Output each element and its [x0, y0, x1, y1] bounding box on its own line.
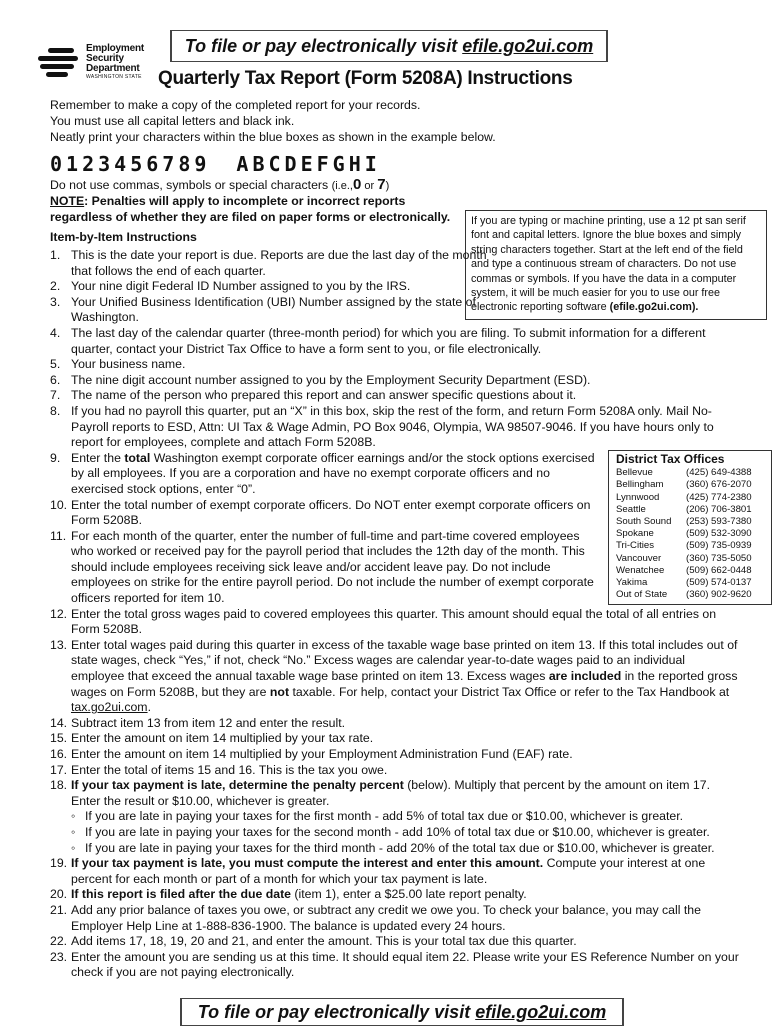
item-9-text-c: Washington exempt corporate officer earnings and/or the stock options exercised by all employees. If you are a corporation and have no exempt corporate officers and no exercised stock options, enter “0”.	[71, 450, 595, 496]
list-item: 7. The name of the person who prepared this report and can answer specific questions about it.	[50, 388, 577, 403]
note-line-2: regardless of whether they are filed on paper forms or electronically.	[50, 210, 451, 224]
item-12-text: Enter the total gross wages paid to covered employees this quarter. This amount should equal the total of all entries on Form 5208B.	[71, 606, 717, 637]
penalty-bullet: ◦ If you are late in paying your taxes for the second month - add 10% of total tax due or $10.00, whichever is greater.	[71, 825, 740, 841]
office-phone: (509) 574-0137	[686, 577, 752, 589]
item-13-text-g: .	[147, 700, 151, 715]
list-item: 6. The nine digit account number assigned to you by the Employment Security Department (ESD).	[50, 372, 591, 387]
item-20-text-b: (item 1), enter a $25.00 late report penalty.	[291, 887, 527, 902]
efile-banner-top-text: To file or pay electronically visit	[184, 36, 463, 56]
list-item: 3. Your Unified Business Identification (UBI) Number assigned by the state of Washington.	[50, 294, 476, 325]
item-2-text: Your nine digit Federal ID Number assigned to you by the IRS.	[71, 279, 411, 294]
list-item: 22. Add items 17, 18, 19, 20 and 21, and enter the amount. This is your total tax due this quarter.	[50, 934, 577, 949]
intro-line-1: Remember to make a copy of the completed report for your records.	[50, 98, 421, 112]
item-8-text: If you had no payroll this quarter, put an “X” in this box, skip the rest of the form, and return Form 5208A only. Mail No-Payroll reports to ESD, Attn: UI Tax & Wage Admin, PO Box 9046, Olympia, WA 98507-9046. If you have hours only to report for employees, complete and attach Form 5208B.	[71, 403, 714, 450]
office-phone: (509) 662-0448	[686, 564, 752, 576]
list-item: 17. Enter the total of items 15 and 16. This is the tax you owe.	[50, 762, 388, 777]
logo-line-4: WASHINGTON STATE	[86, 74, 142, 80]
efile-banner-bottom	[180, 998, 624, 1026]
esd-logo-text	[86, 44, 144, 81]
list-item: 19. If your tax payment is late, you must compute the interest and enter this amount. Compute your interest at one percent for each month or part of a month for which your tax payment is late.	[50, 856, 706, 886]
list-item: 5. Your business name.	[50, 357, 186, 372]
logo-line-3: Department	[86, 63, 140, 74]
item-22-text: Add items 17, 18, 19, 20 and 21, and enter the amount. This is your total tax due this quarter.	[71, 934, 577, 949]
office-phone: (425) 649-4388	[686, 467, 752, 479]
item-23-text: Enter the amount you are sending us at this time. It should equal item 22. Please write your ES Reference Number on your check if you are not paying electronically.	[71, 949, 739, 980]
typing-instructions-text: If you are typing or machine printing, use a 12 pt san serif font and capital letters. Ignore the blue boxes and simply string characters together. Start at the left end of the field and type a continuous stream of characters. Do not use commas or symbols. If you have the data in a computer system, it will be much easier for you to use our free electronic reporting software	[471, 215, 746, 314]
item-18-text-a: If your tax payment is late, determine the penalty percent	[71, 778, 404, 793]
penalty-bullets	[71, 809, 740, 856]
item-13-text-c: in the reported gross wages on Form 5208B, but they are	[71, 669, 738, 699]
no-commas-line	[50, 177, 389, 194]
list-item: 2. Your nine digit Federal ID Number assigned to you by the IRS.	[50, 279, 411, 294]
office-phone: (509) 532-3090	[686, 528, 752, 540]
page-title: Quarterly Tax Report (Form 5208A) Instructions	[158, 68, 573, 89]
item-18-text-b: (below). Multiply that percent by the amount on item 17. Enter the result or $10.00, whichever is greater.	[71, 778, 711, 808]
penalty-bullet: ◦ If you are late in paying your taxes for the third month - add 20% of the total tax due or $10.00, whichever is greater.	[71, 841, 740, 857]
esd-logo	[38, 44, 153, 92]
intro-line-2: You must use all capital letters and black ink.	[50, 114, 295, 128]
list-item: 8. If you had no payroll this quarter, put an “X” in this box, skip the rest of the form, and return Form 5208A only. Mail No-Payroll reports to ESD, Attn: UI Tax & Wage Admin, PO Box 9046, Olympia, WA 98507-9046. If you have hours only to report for employees, complete and attach Form 5208B.	[50, 403, 714, 450]
logo-line-1: Employment	[86, 43, 145, 54]
office-city: Vancouver	[616, 552, 662, 564]
item-3-text: Your Unified Business Identification (UBI) Number assigned by the state of Washington.	[71, 294, 476, 325]
list-item: 16. Enter the amount on item 14 multiplied by your Employment Administration Fund (EAF) rate.	[50, 747, 573, 761]
item-21-text: Add any prior balance of taxes you owe, or subtract any credit we owe you. To check your balance, you may call the Employer Help Line at 1-888-836-1900. The balance is updated every 24 hours.	[71, 902, 701, 933]
office-phone: (509) 735-0939	[686, 540, 752, 552]
list-item: 4. The last day of the calendar quarter (three-month period) for which you are filing. To submit information for a different quarter, contact your District Tax Office to have a form sent to you, or file electronically.	[50, 325, 706, 356]
list-item: 18. If your tax payment is late, determine the penalty percent (below). Multiply that percent by the amount on item 17. Enter the result or $10.00, whichever is greater. ◦ If you are late in paying your taxes for the first month - add 5% of total tax due or $10.00, whichever is greater. ◦ If you are late in paying your taxes for the second month - add 10% of total tax due or $10.00, whichever is greater. ◦ If you are late in paying your taxes for the third month - add 20% of the total tax due or $10.00, whichever is greater.	[50, 778, 740, 856]
item-13-text-e: taxable. For help, contact your District Tax Office or refer to the Tax Handbook at	[289, 684, 730, 699]
office-city: Bellingham	[616, 479, 664, 491]
item-20-text-a: If this report is filed after the due date	[71, 887, 292, 902]
office-phone: (360) 676-2070	[686, 479, 752, 491]
office-phone: (360) 735-5050	[686, 552, 752, 564]
tax-handbook-link[interactable]: tax.go2ui.com	[71, 700, 148, 715]
office-city: Wenatchee	[616, 564, 665, 576]
example-or: or	[364, 180, 375, 192]
office-phone: (253) 593-7380	[686, 516, 752, 528]
item-1-text: This is the date your report is due. Reports are due the last day of the month that follows the end of each quarter.	[71, 248, 487, 278]
instruction-list	[50, 248, 740, 981]
list-item: 23. Enter the amount you are sending us at this time. It should equal item 22. Please write your ES Reference Number on your check if you are not paying electronically.	[50, 949, 739, 980]
office-city: South Sound	[616, 516, 672, 528]
item-4-text: The last day of the calendar quarter (three-month period) for which you are filing. To submit information for a different quarter, contact your District Tax Office to have a form sent to you, or file electronically.	[71, 325, 706, 356]
sample-digits: 0123456789	[50, 152, 211, 176]
district-offices-title: District Tax Offices	[616, 452, 725, 466]
office-phone: (425) 774-2380	[686, 491, 752, 503]
office-city: Spokane	[616, 528, 654, 540]
item-13-text-b: are included	[548, 669, 622, 684]
esd-logo-mark-icon	[38, 48, 78, 80]
item-5-text: Your business name.	[71, 357, 186, 372]
example-a: 0	[352, 176, 362, 193]
note-line	[50, 193, 405, 209]
note-label: NOTE	[50, 194, 85, 208]
list-item: 21. Add any prior balance of taxes you owe, or subtract any credit we owe you. To check your balance, you may call the Employer Help Line at 1-888-836-1900. The balance is updated every 24 hours.	[50, 902, 701, 933]
example-open: (i.e.,	[331, 180, 353, 192]
item-9-text-b: total	[124, 450, 151, 465]
office-city: Bellevue	[616, 467, 653, 479]
item-14-text: Subtract item 13 from item 12 and enter the result.	[71, 715, 346, 730]
example-b: 7	[377, 176, 386, 193]
penalty-bullet: ◦ If you are late in paying your taxes for the first month - add 5% of total tax due or $10.00, whichever is greater.	[71, 809, 740, 825]
no-commas-text: Do not use commas, symbols or special characters	[50, 178, 329, 192]
list-item: 10. Enter the total number of exempt corporate officers. Do NOT enter exempt corporate officers on Form 5208B.	[50, 497, 591, 528]
sample-letters: ABCDEFGHI	[236, 152, 381, 176]
intro-line-3: Neatly print your characters within the blue boxes as shown in the example below.	[50, 130, 496, 144]
list-item: 15. Enter the amount on item 14 multiplied by your tax rate.	[50, 731, 374, 746]
efile-reference: (efile.go2ui.com).	[609, 301, 699, 314]
office-city: Yakima	[616, 577, 648, 589]
item-16-text: Enter the amount on item 14 multiplied by your Employment Administration Fund (EAF) rate.	[71, 747, 573, 761]
item-15-text: Enter the amount on item 14 multiplied by your tax rate.	[71, 731, 374, 746]
list-item: 12. Enter the total gross wages paid to covered employees this quarter. This amount should equal the total of all entries on Form 5208B.	[50, 606, 717, 637]
item-6-text: The nine digit account number assigned to you by the Employment Security Department (ESD).	[71, 372, 591, 387]
section-heading: Item-by-Item Instructions	[50, 230, 197, 244]
list-item: 11. For each month of the quarter, enter the number of full-time and part-time covered employees who worked or received pay for the payroll period that includes the 12th day of the month. This should include employees receiving sick leave and/or accident leave pay. Do not include employees on strike for the entire payroll period. Do not include the number of exempt corporate officers reported for item 10.	[50, 528, 594, 606]
list-item: 14. Subtract item 13 from item 12 and enter the result.	[50, 715, 346, 730]
no-commas-example	[331, 176, 390, 193]
efile-banner-top	[170, 30, 608, 62]
item-11-text: For each month of the quarter, enter the number of full-time and part-time covered employees who worked or received pay for the payroll period that includes the 12th day of the month. This should include employees receiving sick leave and/or accident leave pay. Do not include employees on strike for the entire payroll period. Do not include the number of exempt corporate officers reported for item 10.	[71, 528, 594, 606]
item-10-text: Enter the total number of exempt corporate officers. Do NOT enter exempt corporate officers on Form 5208B.	[71, 497, 591, 528]
item-9-text-a: Enter the	[71, 450, 125, 465]
efile-link-top[interactable]: efile.go2ui.com	[462, 36, 594, 56]
item-19-text-b: Compute your interest at one percent for each month or part of a month for which your tax payment is late.	[71, 856, 706, 886]
sample-characters	[50, 152, 381, 176]
item-17-text: Enter the total of items 15 and 16. This is the tax you owe.	[71, 762, 388, 777]
list-item: 13. Enter total wages paid during this quarter in excess of the taxable wage base printed on item 13. If this total includes out of state wages, check “Yes,” if not, check “No.” Excess wages are calendar year-to-date wages paid to an individual employee that exceed the annual taxable wage base printed on item 13. Excess wages are included in the reported gross wages on Form 5208B, but they are not taxable. For help, contact your District Tax Office or refer to the Tax Handbook at tax.go2ui.com.	[50, 637, 738, 715]
list-item: 20. If this report is filed after the due date (item 1), enter a $25.00 late report penalty.	[50, 887, 527, 902]
office-city: Seattle	[616, 503, 646, 515]
efile-banner-bottom-text: To file or pay electronically visit	[197, 1002, 476, 1022]
efile-link-bottom[interactable]: efile.go2ui.com	[475, 1002, 607, 1022]
office-city: Lynnwood	[616, 491, 660, 503]
item-19-text-a: If your tax payment is late, you must compute the interest and enter this amount.	[71, 856, 544, 871]
item-13-text-d: not	[269, 684, 290, 699]
logo-line-2: Security	[86, 53, 124, 64]
office-phone: (206) 706-3801	[686, 503, 752, 515]
office-city: Out of State	[616, 589, 668, 601]
list-item: 1. This is the date your report is due. Reports are due the last day of the month that follows the end of each quarter.	[50, 248, 487, 278]
list-item: 9. Enter the total Washington exempt corporate officer earnings and/or the stock options exercised by all employees. If you are a corporation and have no exempt corporate officers and no exercised stock options, enter “0”.	[50, 450, 595, 496]
office-city: Tri-Cities	[616, 540, 655, 552]
item-13-text-a: Enter total wages paid during this quarter in excess of the taxable wage base printed on item 13. If this total includes out of state wages, check “Yes,” if not, check “No.” Excess wages are calendar year-to-date wages paid to an individual employee that exceed the annual taxable wage base printed on item 13. Excess wages	[71, 637, 738, 684]
note-text: : Penalties will apply to incomplete or incorrect reports	[84, 194, 406, 208]
office-phone: (360) 902-9620	[686, 589, 752, 601]
item-7-text: The name of the person who prepared this report and can answer specific questions about it.	[71, 388, 577, 403]
example-close: )	[385, 180, 390, 192]
